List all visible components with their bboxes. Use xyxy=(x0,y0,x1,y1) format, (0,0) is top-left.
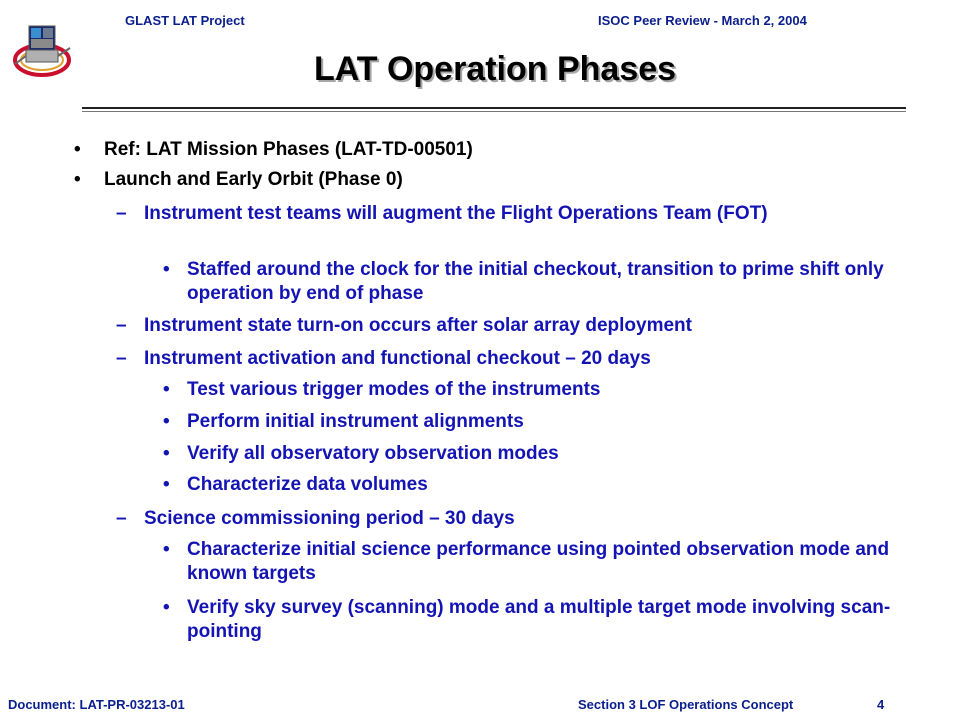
bullet-marker: • xyxy=(74,169,81,190)
footer-document: Document: LAT-PR-03213-01 xyxy=(8,697,185,712)
bullet-text: Instrument test teams will augment the Flight Operations Team (FOT) xyxy=(144,203,768,224)
bullet-marker: – xyxy=(116,508,127,529)
bullet-text: Instrument state turn-on occurs after solar array deployment xyxy=(144,315,692,336)
bullet-text: Verify all observatory observation modes xyxy=(187,443,559,464)
slide-title: LAT Operation Phases xyxy=(313,50,677,88)
bullet-marker: • xyxy=(163,411,170,432)
bullet-text: Staffed around the clock for the initial checkout, transition to prime shift only operation by end of phase xyxy=(187,259,884,304)
bullet-marker: • xyxy=(163,597,170,618)
bullet-marker: • xyxy=(163,474,170,495)
footer-section: Section 3 LOF Operations Concept xyxy=(578,697,794,712)
bullet-text: Characterize initial science performance using pointed observation mode and known targets xyxy=(187,539,890,584)
bullet-marker: – xyxy=(116,348,127,369)
bullet-text: Perform initial instrument alignments xyxy=(187,411,524,432)
footer-page-number: 4 xyxy=(877,697,885,712)
bullet-text: Verify sky survey (scanning) mode and a multiple target mode involving scan-pointing xyxy=(187,597,891,642)
bullet-text: Science commissioning period – 30 days xyxy=(144,508,515,529)
bullet-text: Ref: LAT Mission Phases (LAT-TD-00501) xyxy=(104,139,473,160)
header-review: ISOC Peer Review - March 2, 2004 xyxy=(598,13,807,28)
bullet-marker: – xyxy=(116,315,127,336)
bullet-marker: • xyxy=(163,539,170,560)
bullet-text: Test various trigger modes of the instruments xyxy=(187,379,601,400)
bullet-marker: • xyxy=(163,259,170,280)
bullet-text: Instrument activation and functional checkout – 20 days xyxy=(144,348,651,369)
header-project: GLAST LAT Project xyxy=(125,13,245,28)
bullet-marker: • xyxy=(163,379,170,400)
bullet-text: Characterize data volumes xyxy=(187,474,428,495)
bullet-marker: • xyxy=(74,139,81,160)
bullet-text: Launch and Early Orbit (Phase 0) xyxy=(104,169,403,190)
bullet-marker: • xyxy=(163,443,170,464)
bullet-marker: – xyxy=(116,203,127,224)
